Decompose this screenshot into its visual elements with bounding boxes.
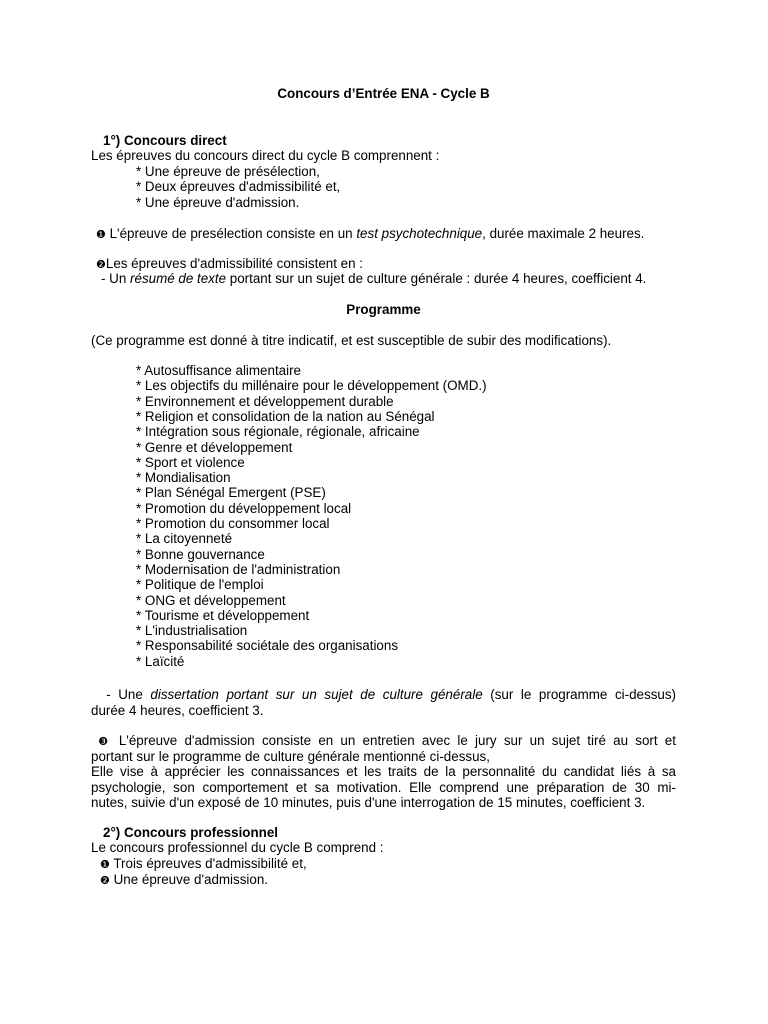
list-item: * Deux épreuves d'admissibilité et, xyxy=(136,179,341,194)
programme-item: * Promotion du consommer local xyxy=(136,516,330,531)
document-title: Concours d’Entrée ENA - Cycle B xyxy=(277,86,490,101)
preselection-paragraph: ❶ L'épreuve de presélection consiste en un test psychotechnique, durée maximale 2 heures. xyxy=(96,226,645,241)
programme-item: * Responsabilité sociétale des organisations xyxy=(136,638,399,654)
admission-line-3: Elle vise à apprécier les connaissances et les traits de la personnalité du candidat liés à sa xyxy=(91,764,676,779)
resume-line: - Un résumé de texte portant sur un sujet de culture générale : durée 4 heures, coefficient 4. xyxy=(101,271,647,286)
programme-item: * Bonne gouvernance xyxy=(136,546,265,562)
section-intro-direct: Les épreuves du concours direct du cycle B comprennent : xyxy=(91,148,440,163)
programme-item: * Religion et consolidation de la nation au Sénégal xyxy=(136,408,435,424)
programme-item: * Politique de l'emploi xyxy=(136,577,264,593)
number-one-marker: ❶ xyxy=(100,859,110,871)
admission-line-4: psychologie, son comportement et sa motivation. Elle comprend une préparation de 30 mi- xyxy=(91,780,676,795)
programme-item: * Promotion du développement local xyxy=(136,500,352,516)
admissibilite-paragraph: ❷Les épreuves d'admissibilité consistent en : xyxy=(96,256,363,271)
programme-item: * Sport et violence xyxy=(136,454,245,470)
programme-heading: Programme xyxy=(346,302,421,317)
programme-item: * Les objectifs du millénaire pour le développement (OMD.) xyxy=(136,378,487,394)
dissertation-line: - Une dissertation portant sur un sujet de culture générale (sur le programme ci-dessus) xyxy=(106,687,676,702)
section-heading-direct: 1°) Concours direct xyxy=(103,133,227,148)
number-three-marker: ❸ xyxy=(98,736,112,748)
programme-item: * ONG et développement xyxy=(136,592,286,608)
section-heading-professionnel: 2°) Concours professionnel xyxy=(103,825,278,840)
list-item: ❷ Une épreuve d'admission. xyxy=(100,872,268,887)
number-two-marker: ❷ xyxy=(96,259,106,271)
list-item: ❶ Trois épreuves d'admissibilité et, xyxy=(100,856,307,871)
list-item: * Une épreuve de présélection, xyxy=(136,164,320,179)
programme-item: * Environnement et développement durable xyxy=(136,393,394,409)
programme-item: * Plan Sénégal Emergent (PSE) xyxy=(136,485,326,501)
section-intro-professionnel: Le concours professionnel du cycle B comprend : xyxy=(91,840,384,855)
programme-item: * Genre et développement xyxy=(136,439,293,455)
programme-item: * Autosuffisance alimentaire xyxy=(136,363,302,378)
programme-item: * Laïcité xyxy=(136,653,185,669)
list-item: * Une épreuve d'admission. xyxy=(136,195,300,210)
programme-item: * La citoyenneté xyxy=(136,531,233,547)
programme-item: * Intégration sous régionale, régionale, africaine xyxy=(136,424,420,440)
admission-line-5: nutes, suivie d'un exposé de 10 minutes, puis d'une interrogation de 15 minutes, coefficient 3. xyxy=(91,795,646,810)
programme-item: * Mondialisation xyxy=(136,470,231,486)
admission-line-2: portant sur le programme de culture générale mentionné ci-dessus, xyxy=(91,749,490,764)
dissertation-line-2: durée 4 heures, coefficient 3. xyxy=(91,703,264,718)
number-one-marker: ❶ xyxy=(96,229,106,241)
admission-line-1: ❸ L'épreuve d'admission consiste en un entretien avec le jury sur un sujet tiré au sort et xyxy=(98,733,676,748)
number-two-marker: ❷ xyxy=(100,875,110,887)
programme-item: * L'industrialisation xyxy=(136,623,248,639)
programme-note: (Ce programme est donné à titre indicatif, et est susceptible de subir des modifications). xyxy=(91,333,612,348)
programme-item: * Modernisation de l'administration xyxy=(136,561,341,577)
programme-item: * Tourisme et développement xyxy=(136,607,310,623)
